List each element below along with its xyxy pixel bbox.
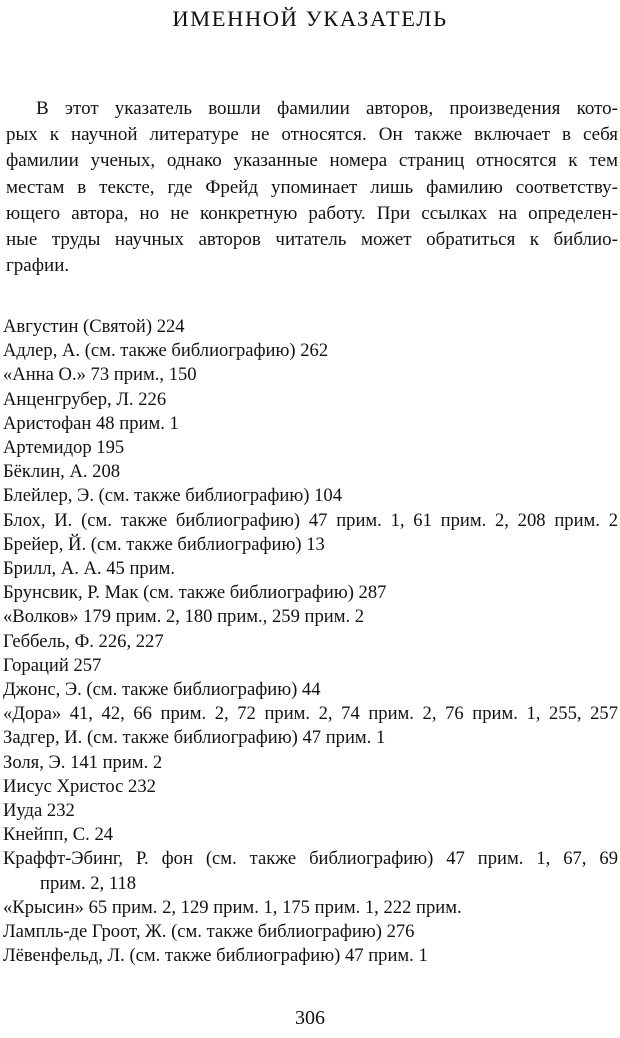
index-entry: Иисус Христос 232 [3,775,156,797]
index-entry: Кнейпп, С. 24 [3,824,114,846]
index-entry: Лёвенфельд, Л. (см. также библиографию) 47 прим. 1 [3,945,428,967]
intro-line: местам в тексте, где Фрейд упоминает лишь фамилию соответству- [6,176,618,198]
index-entry: Гораций 257 [3,654,102,676]
index-entry: Адлер, А. (см. также библиографию) 262 [3,340,329,362]
index-entry: Брилл, А. А. 45 прим. [3,558,176,580]
page-title: ИМЕННОЙ УКАЗАТЕЛЬ [172,6,448,31]
intro-line: фамилии ученых, однако указанные номера страниц относятся к тем [6,150,618,172]
index-entry: Блейлер, Э. (см. также библиографию) 104 [3,485,342,507]
index-entry: «Волков» 179 прим. 2, 180 прим., 259 прим. 2 [3,606,365,628]
index-entry: Краффт-Эбинг, Р. фон (см. также библиографию) 47 прим. 1, 67, 69 [3,848,618,870]
index-entry: Лампль-де Гроот, Ж. (см. также библиографию) 276 [3,921,415,943]
index-entry: Августин (Святой) 224 [3,316,185,337]
index-entry: Бёклин, А. 208 [3,461,121,483]
index-entry: Брунсвик, Р. Мак (см. также библиографию) 287 [3,582,387,604]
index-entry: Брейер, Й. (см. также библиографию) 13 [3,533,325,555]
index-entry: Джонс, Э. (см. также библиографию) 44 [3,679,321,701]
index-entry: Задгер, И. (см. также библиографию) 47 прим. 1 [3,727,386,749]
index-entry: «Анна О.» 73 прим., 150 [3,364,197,386]
index-entry-continuation: прим. 2, 118 [40,872,137,894]
intro-line: ющего автора, но не конкретную работу. При ссылках на определен- [6,202,618,224]
intro-line: ные труды научных авторов читатель может обратиться к библио- [6,229,618,251]
index-entry: Иуда 232 [3,800,75,822]
intro-line: рых к научной литературе не относятся. Он также включает в себя [6,124,618,146]
index-entry: Блох, И. (см. также библиографию) 47 прим. 1, 61 прим. 2, 208 прим. 2 [3,509,618,531]
intro-line: графии. [6,255,70,277]
intro-line: В этот указатель вошли фамилии авторов, произведения кото- [36,98,618,119]
name-index-list [3,315,618,968]
index-entry: Артемидор 195 [3,437,125,459]
page-number: 306 [295,1007,325,1029]
index-entry: Геббель, Ф. 226, 227 [3,630,164,652]
index-entry: Аристофан 48 прим. 1 [3,412,179,434]
index-entry: «Дора» 41, 42, 66 прим. 2, 72 прим. 2, 74 прим. 2, 76 прим. 1, 255, 257 [3,703,618,725]
index-entry: Анценгрубер, Л. 226 [3,388,167,410]
index-entry: «Крысин» 65 прим. 2, 129 прим. 1, 175 прим. 1, 222 прим. [3,896,462,918]
index-entry: Золя, Э. 141 прим. 2 [3,751,163,773]
intro-paragraph [6,96,618,279]
